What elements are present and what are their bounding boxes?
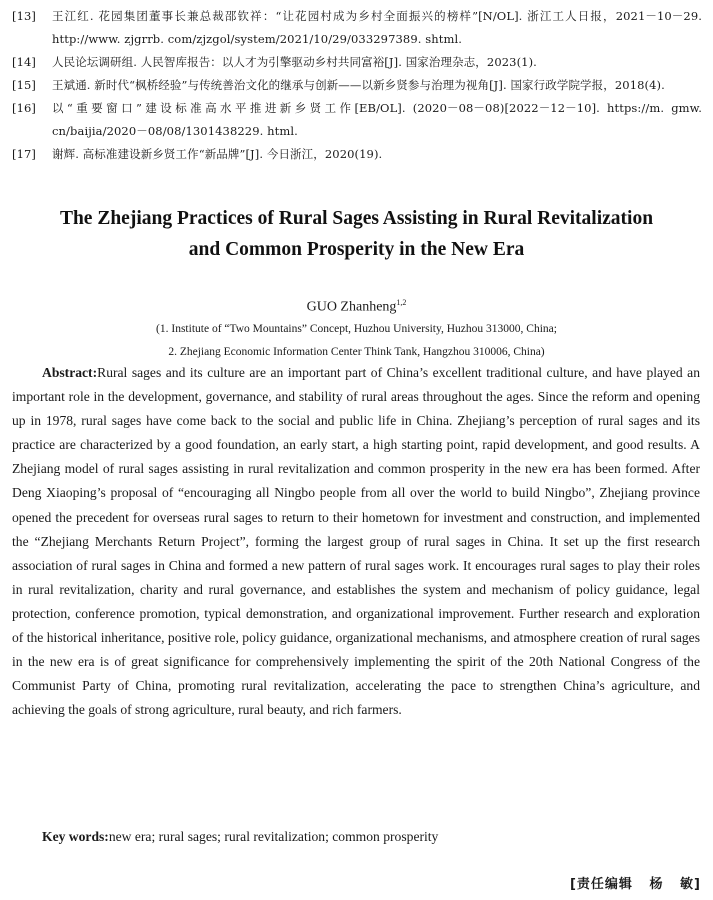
reference-text: 王斌通. 新时代“枫桥经验”与传统善治文化的继承与创新——以新乡贤参与治理为视角[J]. 国家行政学院学报，2018(4). [52, 78, 665, 92]
reference-item [12, 97, 702, 143]
abstract [12, 361, 700, 722]
abstract-label: Abstract: [42, 365, 98, 380]
author-line [0, 293, 713, 318]
keywords-text: new era; rural sages; rural revitalization; common prosperity [108, 829, 439, 844]
reference-item [12, 5, 702, 51]
reference-text: 人民论坛调研组. 人民智库报告：以人才为引擎驱动乡村共同富裕[J]. 国家治理杂志，2023(1). [52, 55, 537, 69]
reference-number: [16] [12, 101, 37, 115]
reference-text: 谢辉. 高标准建设新乡贤工作“新品牌”[J]. 今日浙江，2020(19). [52, 147, 383, 161]
affiliation-1: (1. Institute of “Two Mountains” Concept, Huzhou University, Huzhou 313000, China; [156, 323, 557, 335]
reference-number: [17] [12, 147, 37, 161]
keywords [42, 826, 702, 848]
reference-item [12, 51, 702, 74]
reference-text: 王江红. 花园集团董事长兼总裁邵钦祥：“让花园村成为乡村全面振兴的榜样”[N/OL]. 浙江工人日报，2021－10－29. http://www. zjgrrb. com/zjzgol/system/2021/10/29/033297389. shtml. [52, 9, 702, 46]
keywords-label: Key words: [42, 829, 109, 844]
reference-number: [13] [12, 9, 37, 23]
affiliation-2: 2. Zhejiang Economic Information Center Think Tank, Hangzhou 310006, China) [168, 346, 545, 358]
reference-number: [14] [12, 55, 37, 69]
reference-item [12, 74, 702, 97]
reference-list [12, 5, 702, 166]
title-line-1: The Zhejiang Practices of Rural Sages Assisting in Rural Revitalization [59, 208, 654, 229]
title-line-2: and Common Prosperity in the New Era [188, 239, 525, 260]
author-name: GUO Zhanheng [306, 299, 397, 315]
reference-item [12, 143, 702, 166]
reference-text: 以“重要窗口”建设标准高水平推进新乡贤工作[EB/OL]. (2020－08－08)[2022－12－10]. https://m. gmw. cn/baijia/2020－08/08/1301438229. html. [52, 101, 702, 138]
english-title [0, 203, 713, 265]
abstract-text: Rural sages and its culture are an important part of China’s excellent traditional culture, and have played an important role in the development, governance, and stability of rural areas throughout the ages. Since the reform and opening up in 1978, rural sages have come back to the social and public life in China. Zhejiang’s perception of rural sages and its practice are characterized by a good foundation, an early start, a high starting point, rapid development, and good results. A Zhejiang model of rural sages assisting in rural revitalization and common prosperity in the new era has been formed. After Deng Xiaoping’s proposal of “encouraging all Ningbo people from all over the world to build Ningbo”, Zhejiang province opened the precedent for overseas rural sages to return to their hometown for investment and construction, and implemented the “Zhejiang Merchants Return Project”, forming the largest group of rural sages in China. It set up the first research association of rural sages in China and formed a new pattern of rural sages work. It encourages rural sages to play their roles in rural revitalization, charity and rural governance, and establishes the system and mechanism of policy guidance, legal protection, conference promotion, typical demonstration, and organizational improvement. Further research and exploration of the historical inheritance, positive role, policy guidance, organizational mechanisms, and atmosphere creation of rural sages in the new era is of great significance for comprehensively implementing the spirit of the 20th National Congress of the Communist Party of China, promoting rural revitalization, accelerating the pace to strengthen China’s agriculture, and achieving the goals of strong agriculture, rural beauty, and rich farmers. [12, 365, 700, 718]
reference-number: [15] [12, 78, 37, 92]
author-affiliation-mark: 1,2 [396, 298, 407, 307]
responsible-editor: [责任编辑 杨 敏] [569, 877, 701, 892]
